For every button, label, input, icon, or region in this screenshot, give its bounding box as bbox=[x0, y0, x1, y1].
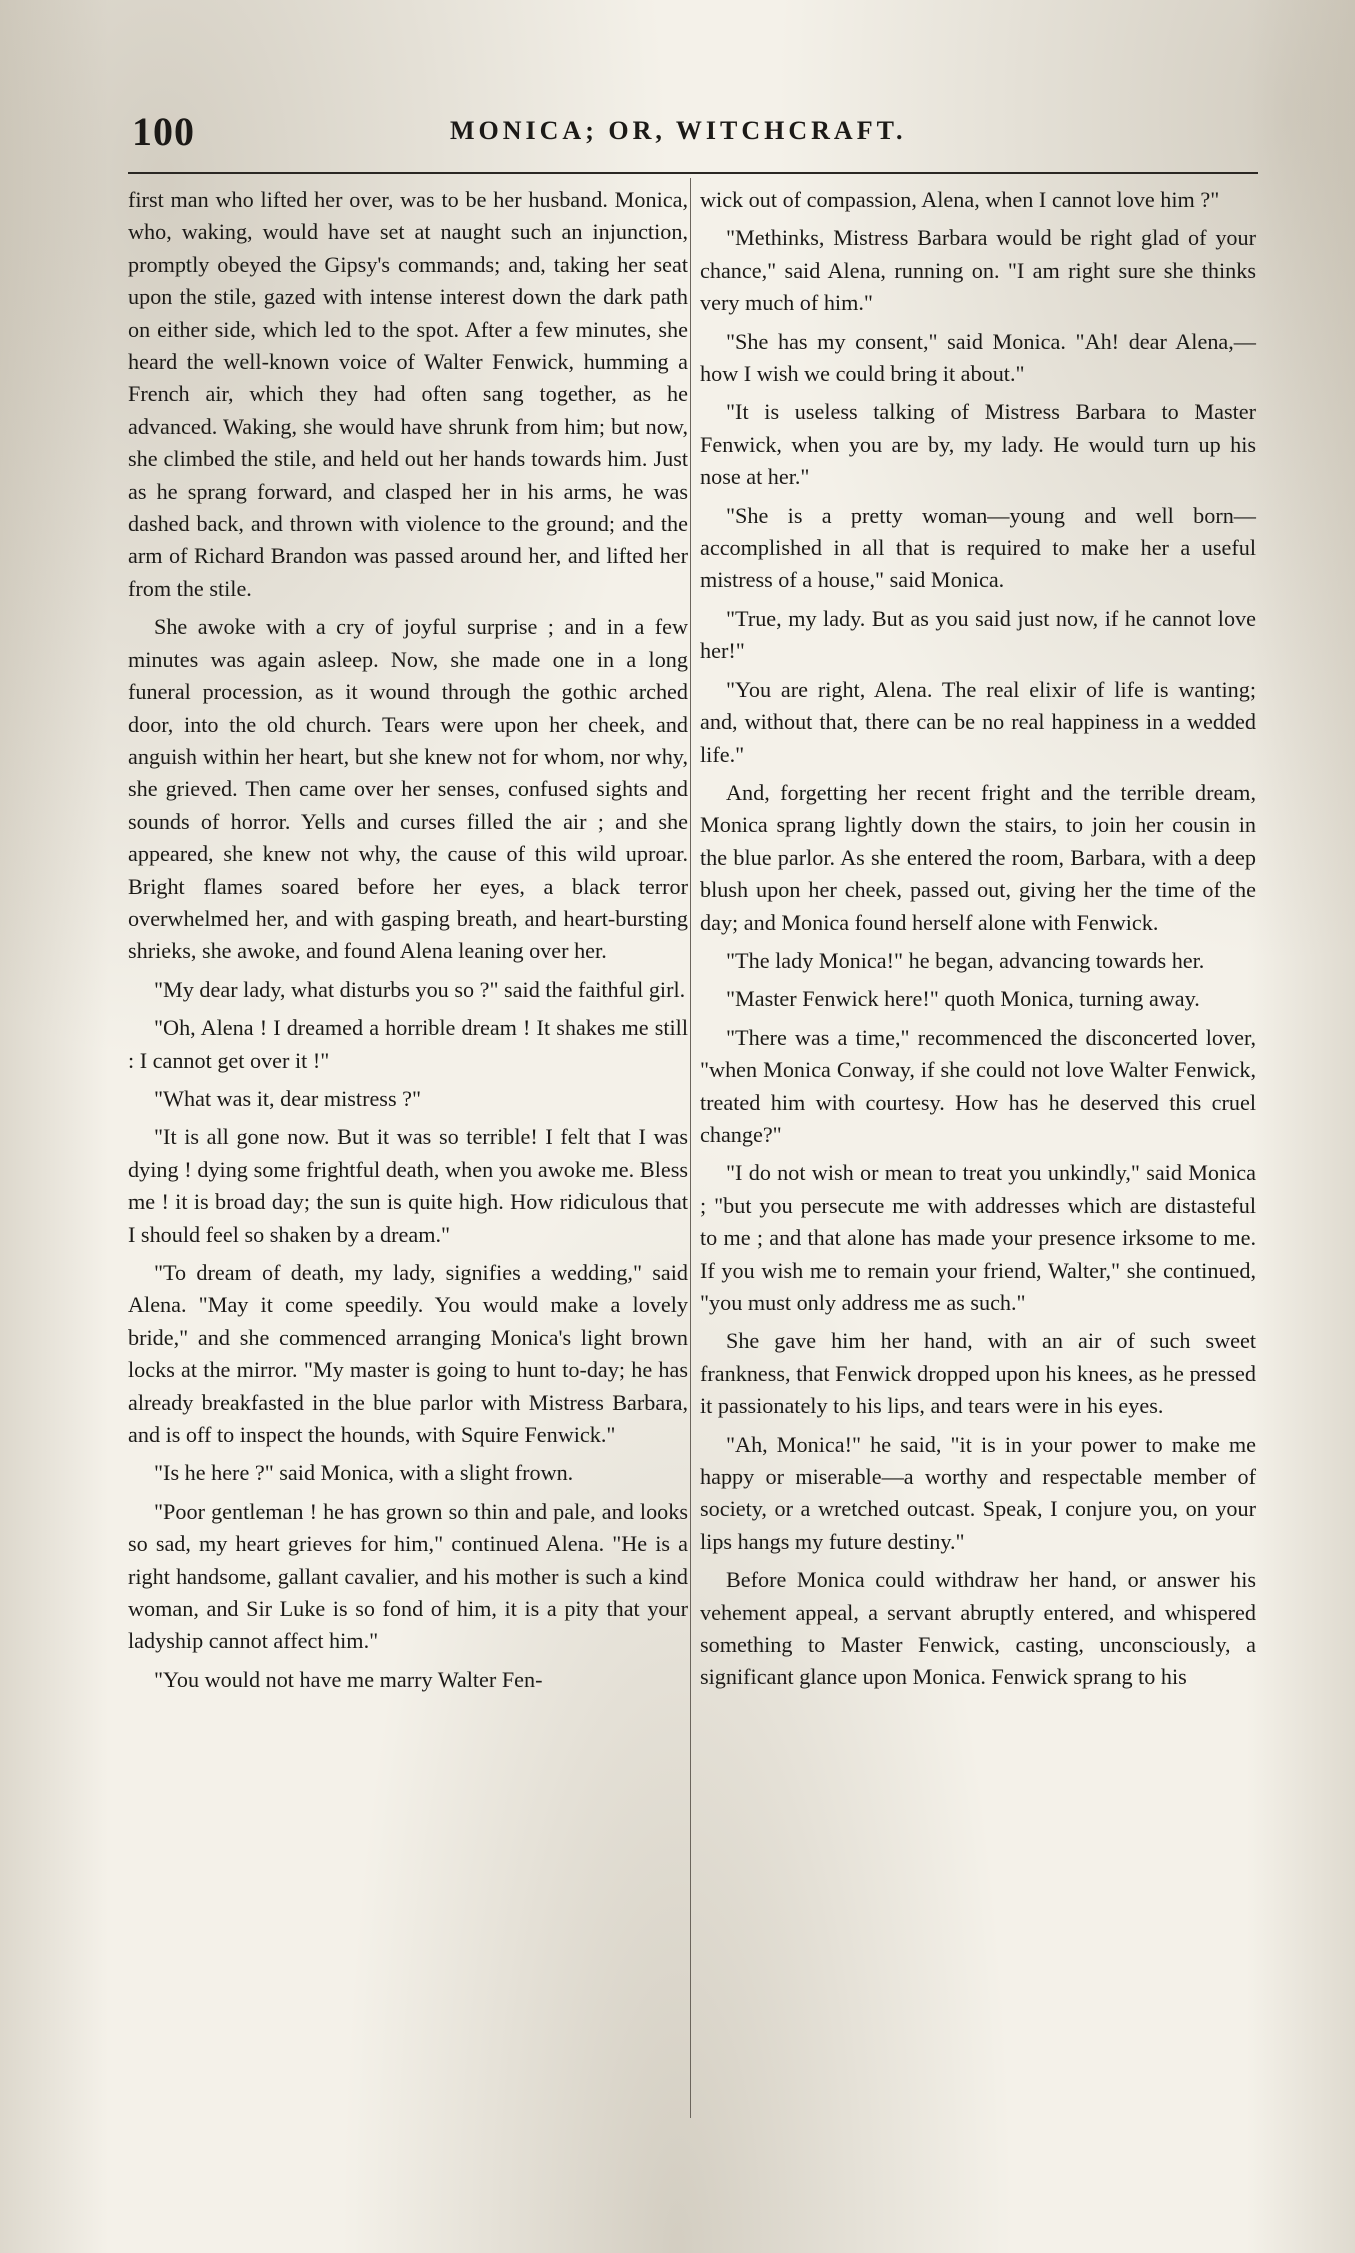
paragraph: wick out of compassion, Alena, when I cannot love him ?" bbox=[700, 187, 1220, 212]
paragraph: "Poor gentleman ! he has grown so thin and pale, and looks so sad, my heart grieves for him," continued Alena. "He is a right handsome, gallant cavalier, and his mother is such a kind woman, and Sir Luke is so fond of him, it is a pity that your ladyship cannot affect him." bbox=[128, 1498, 688, 1654]
paragraph: "True, my lady. But as you said just now, if he cannot love her!" bbox=[700, 605, 1256, 664]
paragraph: "Methinks, Mistress Barbara would be right glad of your chance," said Alena, running on. "I am right sure she thinks very much of him." bbox=[700, 225, 1256, 316]
right-column bbox=[700, 184, 1256, 1700]
paragraph: first man who lifted her over, was to be her husband. Monica, who, waking, would have set at naught such an injunction, promptly obeyed the Gipsy's commands; and, taking her seat upon the stile, gazed with intense interest down the dark path on either side, which led to the spot. After a few minutes, she heard the well-known voice of Walter Fenwick, humming a French air, which they had often sang together, as he advanced. Waking, she would have shrunk from him; but now, she climbed the stile, and held out her hands towards him. Just as he sprang forward, and clasped her in his arms, he was dashed back, and thrown with violence to the ground; and the arm of Richard Brandon was passed around her, and lifted her from the stile. bbox=[128, 187, 688, 601]
paragraph: "She is a pretty woman—young and well born—accomplished in all that is required to make her a useful mistress of a house," said Monica. bbox=[700, 502, 1256, 593]
running-title: MONICA; OR, WITCHCRAFT. bbox=[450, 116, 907, 145]
paragraph: "The lady Monica!" he began, advancing towards her. bbox=[726, 947, 1205, 973]
paragraph: "Ah, Monica!" he said, "it is in your power to make me happy or miserable—a worthy and respectable member of society, or a wretched outcast. Speak, I conjure you, on your lips hangs my future destiny." bbox=[700, 1431, 1256, 1554]
left-column bbox=[128, 184, 688, 1702]
paragraph: Before Monica could withdraw her hand, or answer his vehement appeal, a servant abruptly entered, and whispered something to Master Fenwick, casting, unconsciously, a significant glance upon Monica. Fenwick sprang to his bbox=[700, 1567, 1256, 1690]
paragraph: "She has my consent," said Monica. "Ah! dear Alena,—how I wish we could bring it about." bbox=[700, 328, 1256, 387]
header-rule bbox=[128, 172, 1258, 174]
paragraph: "To dream of death, my lady, signifies a wedding," said Alena. "May it come speedily. You would make a lovely bride," and she commenced arranging Monica's light brown locks at the mirror. "My master is going to hunt to-day; he has already breakfasted in the blue parlor with Mistress Barbara, and is off to inspect the hounds, with Squire Fenwick." bbox=[128, 1260, 688, 1448]
paragraph: "My dear lady, what disturbs you so ?" said the faithful girl. bbox=[154, 976, 686, 1002]
paragraph: "You would not have me marry Walter Fen- bbox=[154, 1666, 543, 1692]
page-header bbox=[120, 108, 1250, 168]
paragraph: "Is he here ?" said Monica, with a slight frown. bbox=[154, 1460, 574, 1486]
paragraph: "It is all gone now. But it was so terrible! I felt that I was dying ! dying some frightful death, when you awoke me. Bless me ! it is broad day; the sun is quite high. How ridiculous that I should feel so shaken by a dream." bbox=[128, 1124, 688, 1247]
paragraph: "There was a time," recommenced the disconcerted lover, "when Monica Conway, if she could not love Walter Fenwick, treated him with courtesy. How has he deserved this cruel change?" bbox=[700, 1024, 1256, 1147]
paragraph: "You are right, Alena. The real elixir of life is wanting; and, without that, there can be no real happiness in a wedded life." bbox=[700, 676, 1256, 767]
paragraph: "Oh, Alena ! I dreamed a horrible dream ! It shakes me still : I cannot get over it !" bbox=[128, 1015, 688, 1073]
paragraph: "Master Fenwick here!" quoth Monica, turning away. bbox=[726, 986, 1200, 1012]
paragraph: "It is useless talking of Mistress Barbara to Master Fenwick, when you are by, my lady. He would turn up his nose at her." bbox=[700, 399, 1256, 490]
page-number: 100 bbox=[132, 109, 195, 154]
paragraph: She gave him her hand, with an air of such sweet frankness, that Fenwick dropped upon his knees, as he pressed it passionately to his lips, and tears were in his eyes. bbox=[700, 1328, 1256, 1419]
paragraph: "I do not wish or mean to treat you unkindly," said Monica ; "but you persecute me with addresses which are distasteful to me ; and that alone has made your presence irksome to me. If you wish me to remain your friend, Walter," she continued, "you must only address me as such." bbox=[700, 1160, 1256, 1315]
column-divider bbox=[690, 178, 691, 2118]
paragraph: And, forgetting her recent fright and the terrible dream, Monica sprang lightly down the stairs, to join her cousin in the blue parlor. As she entered the room, Barbara, with a deep blush upon her cheek, passed out, giving her the time of the day; and Monica found herself alone with Fenwick. bbox=[700, 779, 1256, 935]
paragraph: She awoke with a cry of joyful surprise ; and in a few minutes was again asleep. Now, she made one in a long funeral procession, as it wound through the gothic arched door, into the old church. Tears were upon her cheek, and anguish within her heart, but she knew not for whom, nor why, she grieved. Then came over her senses, confused sights and sounds of horror. Yells and curses filled the air ; and she appeared, she knew not why, the cause of this wild uproar. Bright flames soared before her eyes, a black terror overwhelmed her, and with gasping breath, and heart-bursting shrieks, she awoke, and found Alena leaning over her. bbox=[128, 614, 688, 964]
paragraph: "What was it, dear mistress ?" bbox=[154, 1085, 422, 1111]
